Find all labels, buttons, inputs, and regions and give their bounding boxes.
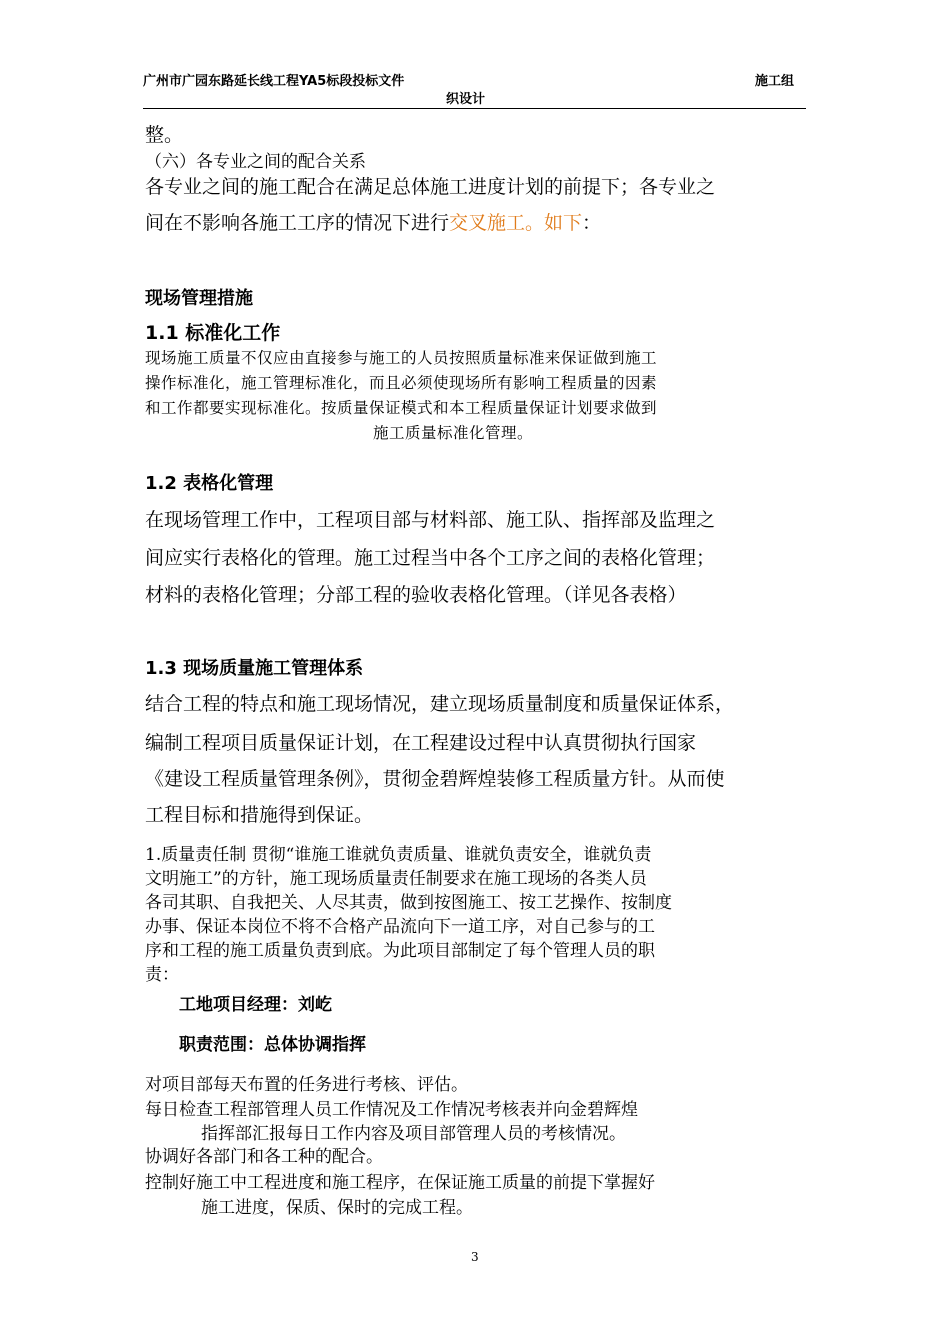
heading-1-2: 1.2 表格化管理 [145,473,274,494]
duty-2-line-1: 每日检查工程部管理人员工作情况及工作情况考核表并向金碧辉煌 [145,1100,638,1120]
resp-line-3: 各司其职、自我把关、人尽其责，做到按图施工、按工艺操作、按制度 [145,893,672,913]
header-divider [143,108,806,109]
s12-line-3: 材料的表格化管理；分部工程的验收表格化管理。（详见各表格） [145,584,687,606]
s13-line-2: 编制工程项目质量保证计划，在工程建设过程中认真贯彻执行国家 [145,732,697,754]
intro-line-4-text: 间在不影响各施工工序的情况下进行 [145,212,450,234]
page-number: 3 [471,1250,479,1264]
s12-line-1: 在现场管理工作中，工程项目部与材料部、施工队、指挥部及监理之 [145,509,716,531]
header-title-line1: 广州市广园东路延长线工程YA5标段投标文件 [143,74,405,89]
s11-line-2: 操作标准化，施工管理标准化，而且必须使现场所有影响工程质量的因素 [145,374,658,392]
heading-1-3: 1.3 现场质量施工管理体系 [145,658,364,679]
responsibility-scope: 职责范围：总体协调指挥 [179,1035,366,1055]
duty-4-line-2: 施工进度，保质、保时的完成工程。 [201,1198,473,1218]
intro-line-1: 整。 [145,124,184,146]
intro-line-4-colon: ： [582,212,602,234]
cross-construction-link: 交叉施工。如下 [449,212,583,234]
section-title: 现场管理措施 [145,288,253,309]
s11-line-3: 和工作都要实现标准化。按质量保证模式和本工程质量保证计划要求做到 [145,399,658,417]
resp-line-1: 1.质量责任制 贯彻“谁施工谁就负责质量、谁就负责安全，谁就负责 [145,845,652,865]
resp-line-2: 文明施工”的方针，施工现场质量责任制要求在施工现场的各类人员 [145,869,647,889]
duty-1: 对项目部每天布置的任务进行考核、评估。 [145,1075,468,1095]
s11-line-1: 现场施工质量不仅应由直接参与施工的人员按照质量标准来保证做到施工 [145,349,658,367]
duty-2-line-2: 指挥部汇报每日工作内容及项目部管理人员的考核情况。 [201,1124,626,1144]
project-manager: 工地项目经理：刘屹 [179,995,332,1015]
duty-3: 协调好各部门和各工种的配合。 [145,1147,383,1167]
heading-1-1: 1.1 标准化工作 [145,322,281,344]
s13-line-1: 结合工程的特点和施工现场情况，建立现场质量制度和质量保证体系， [145,693,735,715]
header-title-line2: 织设计 [446,92,486,107]
intro-heading: （六）各专业之间的配合关系 [145,152,366,172]
duty-4-line-1: 控制好施工中工程进度和施工程序，在保证施工质量的前提下掌握好 [145,1173,655,1193]
intro-line-4 [145,208,601,235]
s11-line-4: 施工质量标准化管理。 [373,424,534,442]
header-right-text: 施工组 [755,74,795,89]
intro-line-3: 各专业之间的施工配合在满足总体施工进度计划的前提下；各专业之 [145,176,716,198]
resp-line-5: 序和工程的施工质量负责到底。为此项目部制定了每个管理人员的职 [145,941,655,961]
resp-line-6: 责： [145,965,179,985]
s13-line-4: 工程目标和措施得到保证。 [145,804,374,826]
s12-line-2: 间应实行表格化的管理。施工过程当中各个工序之间的表格化管理； [145,547,716,569]
resp-line-4: 办事、保证本岗位不将不合格产品流向下一道工序，对自己参与的工 [145,917,655,937]
s13-line-3: 《建设工程质量管理条例》，贯彻金碧辉煌装修工程质量方针。从而使 [145,768,725,790]
